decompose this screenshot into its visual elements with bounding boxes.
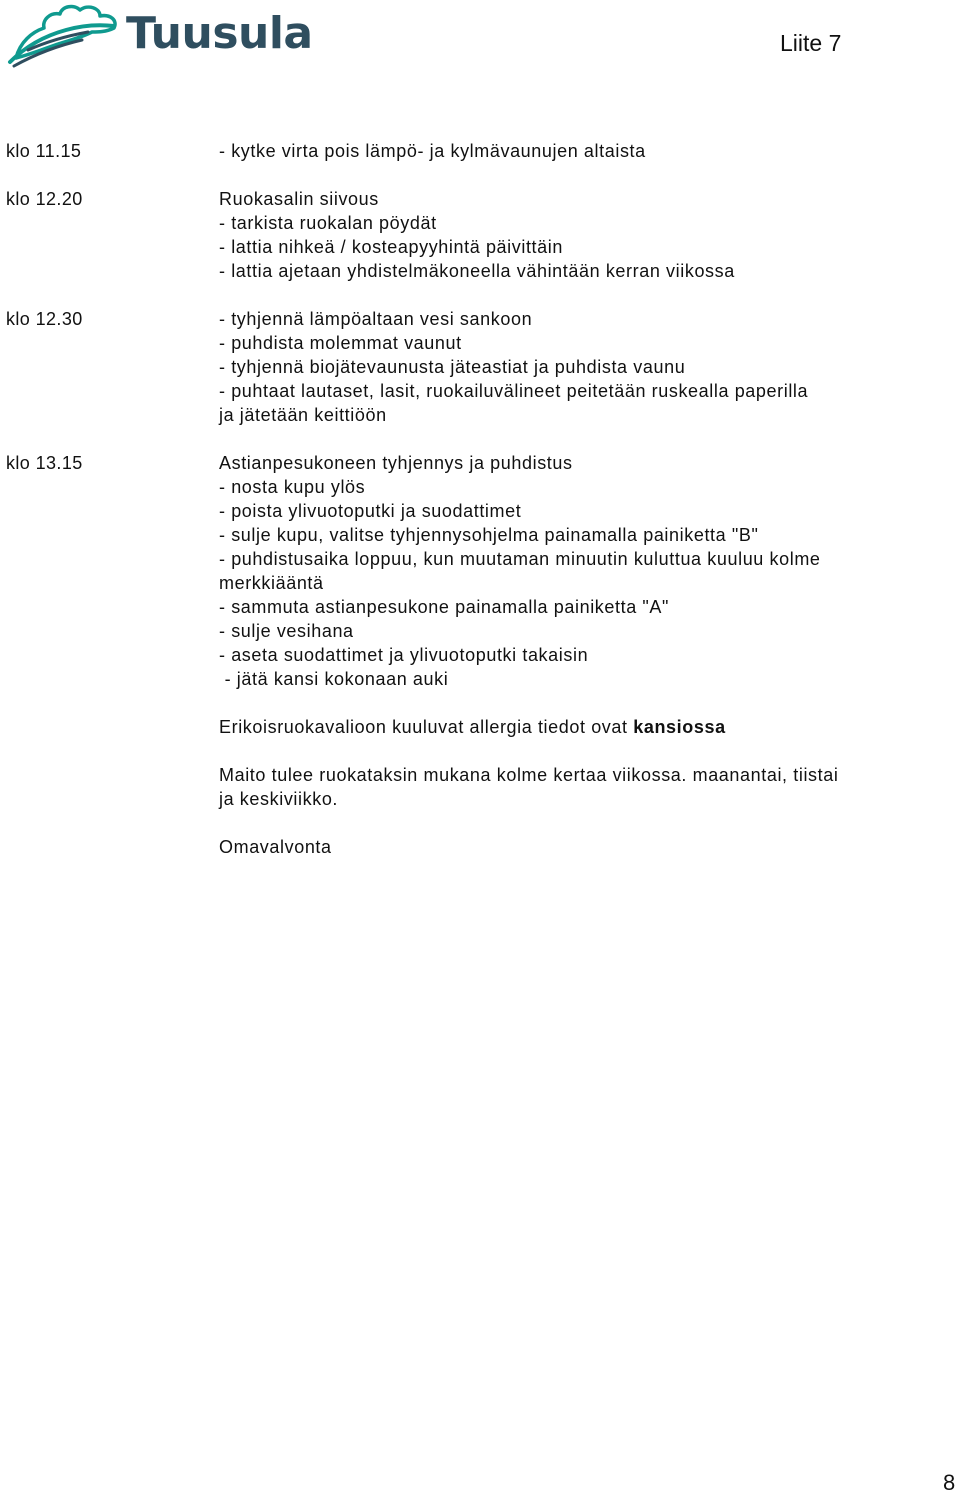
allergy-note-prefix: Erikoisruokavalioon kuuluvat allergia tiedot ovat xyxy=(219,717,634,737)
task-line: ja jätetään keittiöön xyxy=(219,405,387,425)
page-number: 8 xyxy=(943,1470,956,1495)
schedule-tasks xyxy=(219,139,947,163)
task-line: - jätä kansi kokonaan auki xyxy=(219,669,449,689)
task-line: - sammuta astianpesukone painamalla painiketta "A" xyxy=(219,597,670,617)
task-line: merkkiääntä xyxy=(219,573,324,593)
task-heading: Astianpesukoneen tyhjennys ja puhdistus xyxy=(219,453,573,473)
schedule-time: klo 11.15 xyxy=(6,141,82,161)
allergy-note-folder: kansiossa xyxy=(633,717,726,737)
task-line: - nosta kupu ylös xyxy=(219,477,366,497)
milk-note-line: ja keskiviikko. xyxy=(219,789,339,809)
task-line: - sulje vesihana xyxy=(219,621,354,641)
oak-leaf-icon xyxy=(6,2,124,68)
schedule-tasks xyxy=(219,451,947,691)
task-line: - aseta suodattimet ja ylivuotoputki takaisin xyxy=(219,645,589,665)
task-line: - puhdistusaika loppuu, kun muutaman minuutin kuluttua kuuluu kolme xyxy=(219,549,821,569)
self-monitoring-block xyxy=(219,835,947,859)
task-line: - puhtaat lautaset, lasit, ruokailuvälineet peitetään ruskealla paperilla xyxy=(219,381,809,401)
logo-wordmark: Tuusula xyxy=(126,8,313,59)
task-line: - tyhjennä lämpöaltaan vesi sankoon xyxy=(219,309,533,329)
task-line: - lattia nihkeä / kosteapyyhintä päivittäin xyxy=(219,237,563,257)
milk-note-line: Maito tulee ruokataksin mukana kolme kertaa viikossa. maanantai, tiistai xyxy=(219,765,839,785)
allergy-note-line xyxy=(219,715,947,739)
allergy-note-text xyxy=(219,715,947,739)
schedule-tasks xyxy=(219,187,947,283)
task-line: - lattia ajetaan yhdistelmäkoneella vähintään kerran viikossa xyxy=(219,261,735,281)
task-line: - tyhjennä biojätevaunusta jäteastiat ja puhdista vaunu xyxy=(219,357,686,377)
schedule-time: klo 13.15 xyxy=(6,453,83,473)
task-line: - kytke virta pois lämpö- ja kylmävaunujen altaista xyxy=(219,141,646,161)
task-line: - poista ylivuotoputki ja suodattimet xyxy=(219,501,522,521)
appendix-label: Liite 7 xyxy=(780,30,842,56)
schedule-time: klo 12.20 xyxy=(6,189,83,209)
self-monitoring-label: Omavalvonta xyxy=(219,837,332,857)
tuusula-logo xyxy=(6,2,313,68)
task-line: - tarkista ruokalan pöydät xyxy=(219,213,437,233)
schedule-tasks xyxy=(219,307,947,427)
task-heading: Ruokasalin siivous xyxy=(219,189,379,209)
schedule-time: klo 12.30 xyxy=(6,309,83,329)
task-line: - puhdista molemmat vaunut xyxy=(219,333,462,353)
milk-note-text xyxy=(219,763,947,811)
task-line: - sulje kupu, valitse tyhjennysohjelma painamalla painiketta "B" xyxy=(219,525,759,545)
